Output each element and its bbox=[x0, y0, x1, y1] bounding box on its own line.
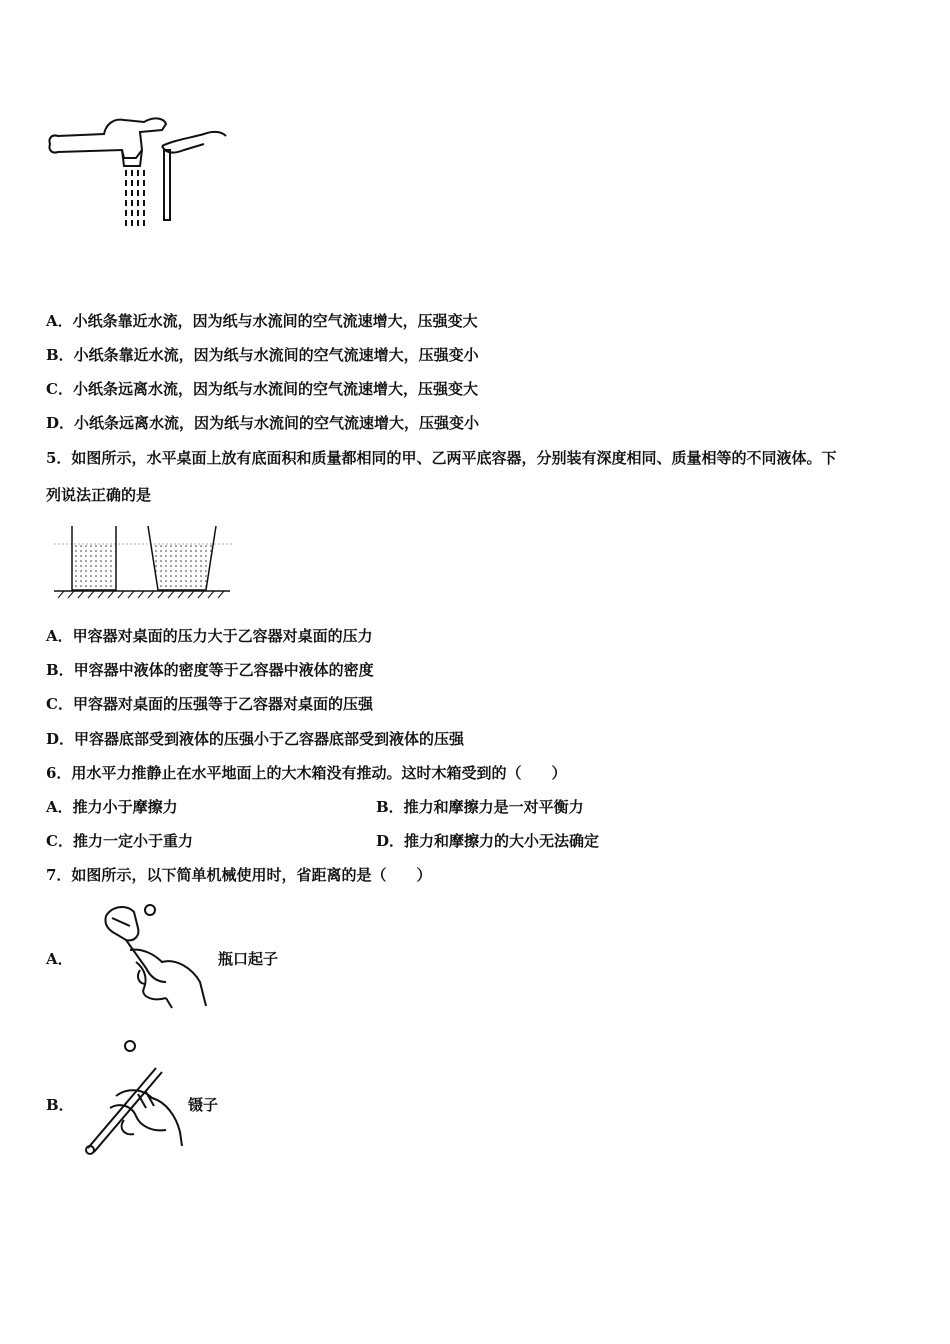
tweezers-figure bbox=[76, 1036, 186, 1158]
q7-option-b-name: 镊子 bbox=[188, 1096, 219, 1114]
q4-option-c[interactable]: C．小纸条远离水流，因为纸与水流间的空气流速增大，压强变大 bbox=[46, 380, 478, 398]
q7-stem: 7．如图所示，以下简单机械使用时，省距离的是（ ） bbox=[46, 866, 432, 884]
q4-option-a[interactable]: A．小纸条靠近水流，因为纸与水流间的空气流速增大，压强变大 bbox=[46, 312, 478, 330]
containers-figure bbox=[54, 524, 234, 604]
faucet-paper-figure bbox=[44, 110, 234, 230]
q5-option-a[interactable]: A．甲容器对桌面的压力大于乙容器对桌面的压力 bbox=[46, 627, 373, 645]
q6-option-a[interactable]: A．推力小于摩擦力 bbox=[46, 798, 178, 816]
q5-stem-line1: 5．如图所示，水平桌面上放有底面积和质量都相同的甲、乙两平底容器，分别装有深度相同、质量相等的不同液体。下 bbox=[46, 449, 837, 467]
q5-option-d[interactable]: D．甲容器底部受到液体的压强小于乙容器底部受到液体的压强 bbox=[46, 730, 465, 748]
q7-option-a-name: 瓶口起子 bbox=[218, 950, 279, 968]
bottle-opener-figure bbox=[96, 898, 216, 1010]
q6-option-c[interactable]: C．推力一定小于重力 bbox=[46, 832, 193, 850]
q5-stem-line2: 列说法正确的是 bbox=[46, 486, 152, 504]
q6-option-b[interactable]: B．推力和摩擦力是一对平衡力 bbox=[376, 798, 584, 816]
q7-option-b-letter[interactable]: B． bbox=[46, 1096, 74, 1114]
q4-option-d[interactable]: D．小纸条远离水流，因为纸与水流间的空气流速增大，压强变小 bbox=[46, 414, 480, 432]
q5-option-c[interactable]: C．甲容器对桌面的压强等于乙容器对桌面的压强 bbox=[46, 695, 373, 713]
q6-option-d[interactable]: D．推力和摩擦力的大小无法确定 bbox=[376, 832, 600, 850]
q4-option-b[interactable]: B．小纸条靠近水流，因为纸与水流间的空气流速增大，压强变小 bbox=[46, 346, 479, 364]
q7-option-a-letter[interactable]: A． bbox=[46, 950, 73, 968]
q6-stem: 6．用水平力推静止在水平地面上的大木箱没有推动。这时木箱受到的（ ） bbox=[46, 764, 567, 782]
q5-option-b[interactable]: B．甲容器中液体的密度等于乙容器中液体的密度 bbox=[46, 661, 374, 679]
